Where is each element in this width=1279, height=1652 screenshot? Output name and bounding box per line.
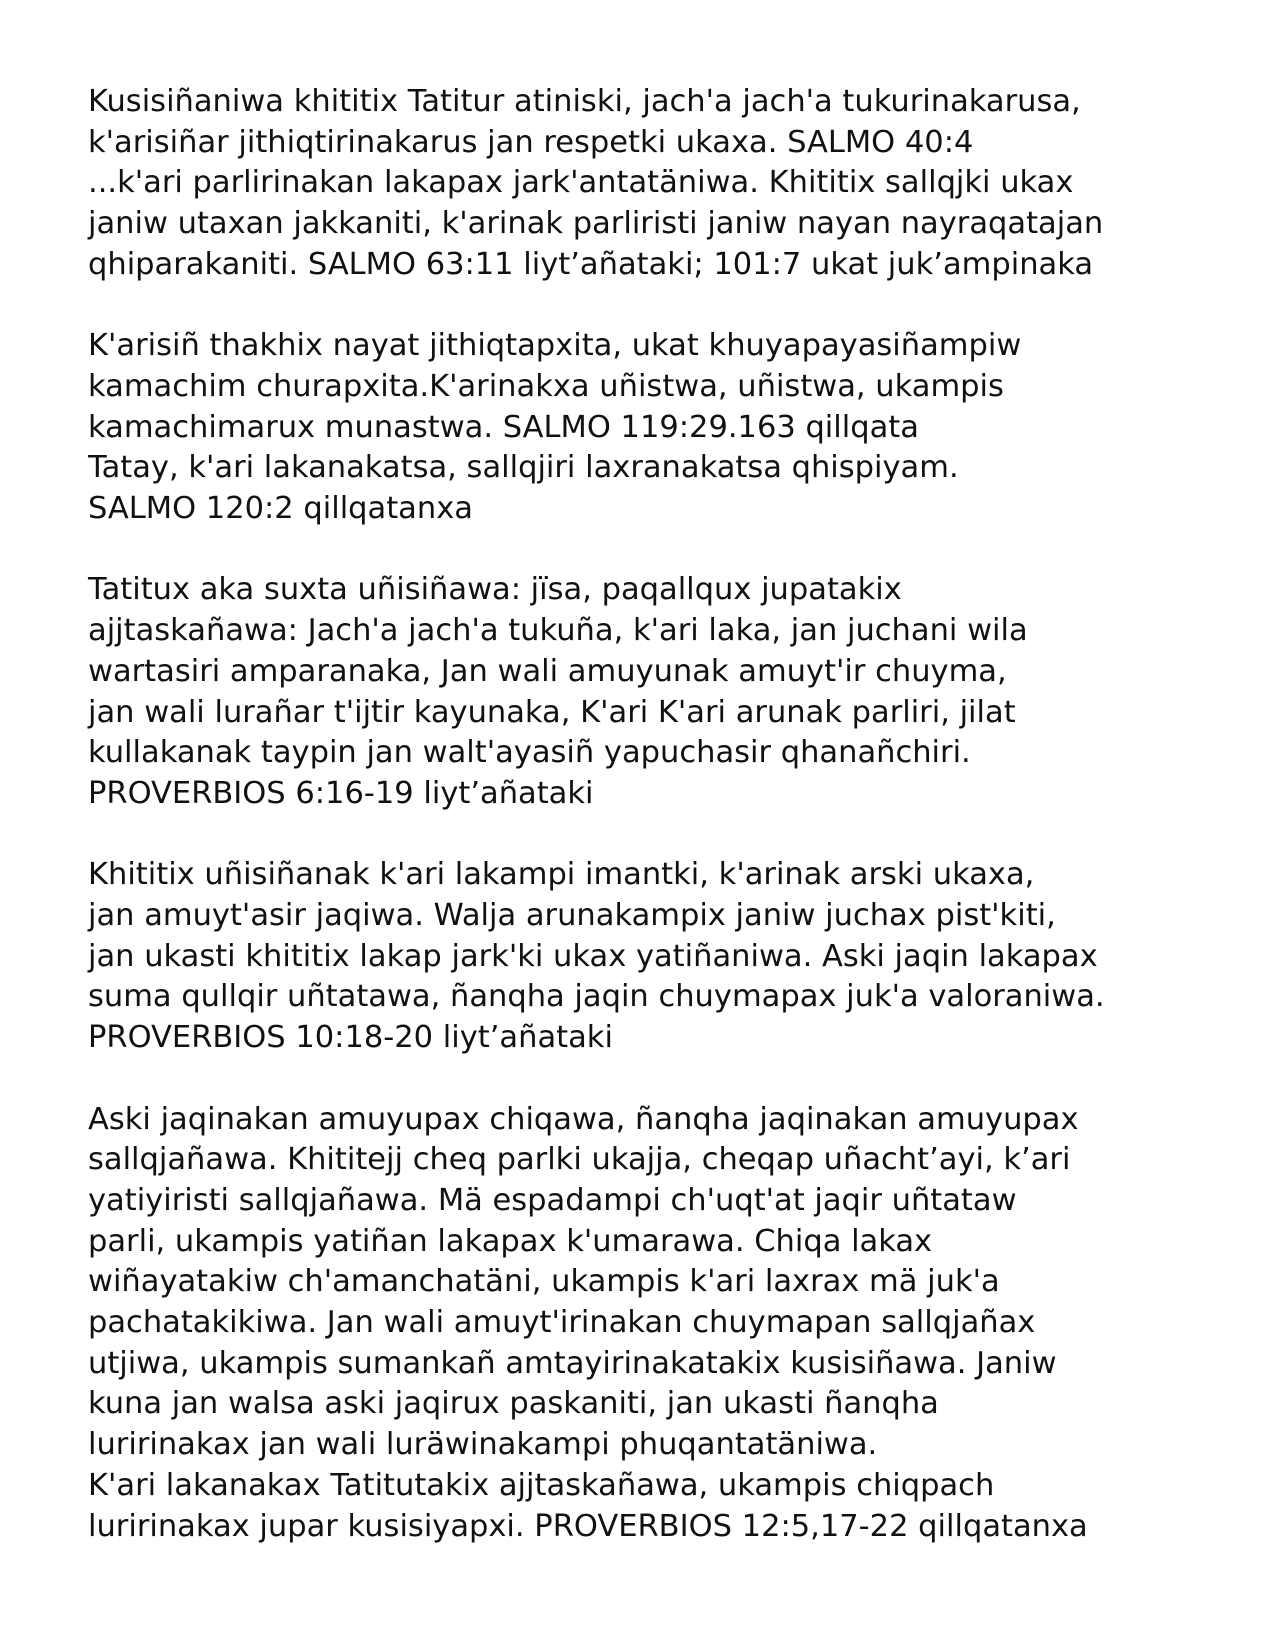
text-line: pachatakikiwa. Jan wali amuyt'irinakan chuymapan sallqjañax [88, 1305, 1036, 1341]
text-line: Aski jaqinakan amuyupax chiqawa, ñanqha jaqinakan amuyupax [88, 1101, 1079, 1137]
text-line: luririnakax jan wali luräwinakampi phuqantatäniwa. [88, 1427, 878, 1463]
document-page [88, 82, 1248, 1547]
text-line: suma qullqir uñtatawa, ñanqha jaqin chuymapax juk'a valoraniwa. [88, 979, 1105, 1015]
paragraph-2 [88, 326, 1248, 530]
text-line: PROVERBIOS 10:18-20 liyt’añataki [88, 1020, 613, 1056]
text-line: jan amuyt'asir jaqiwa. Walja arunakampix janiw juchax pist'kiti, [88, 898, 1056, 934]
text-line: qhiparakaniti. SALMO 63:11 liyt’añataki; 101:7 ukat juk’ampinaka [88, 246, 1094, 282]
text-line: K'ari lakanakax Tatitutakix ajjtaskañawa, ukampis chiqpach [88, 1467, 995, 1503]
text-line: Tatay, k'ari lakanakatsa, sallqjiri laxranakatsa qhispiyam. [88, 450, 959, 486]
text-line: janiw utaxan jakkaniti, k'arinak parliristi janiw nayan nayraqatajan [88, 206, 1104, 242]
text-line: k'arisiñar jithiqtirinakarus jan respetki ukaxa. SALMO 40:4 [88, 124, 974, 160]
paragraph-4 [88, 855, 1248, 1059]
text-line: Tatitux aka suxta uñisiñawa: jïsa, paqallqux jupatakix [88, 572, 902, 608]
paragraph-5 [88, 1100, 1248, 1548]
text-line: kullakanak taypin jan walt'ayasiñ yapuchasir qhanañchiri. [88, 735, 971, 771]
text-line: Khititix uñisiñanak k'ari lakampi imantki, k'arinak arski ukaxa, [88, 857, 1035, 893]
text-line: wartasiri amparanaka, Jan wali amuyunak amuyt'ir chuyma, [88, 653, 1007, 689]
paragraph-3 [88, 570, 1248, 814]
text-line: kamachim churapxita.K'arinakxa uñistwa, uñistwa, ukampis [88, 368, 1004, 404]
text-line: luririnakax jupar kusisiyapxi. PROVERBIOS 12:5,17-22 qillqatanxa [88, 1508, 1088, 1544]
text-line: parli, ukampis yatiñan lakapax k'umarawa. Chiqa lakax [88, 1223, 933, 1259]
text-line: ...k'ari parlirinakan lakapax jark'antatäniwa. Khititix sallqjki ukax [88, 165, 1074, 201]
text-line: utjiwa, ukampis sumankañ amtayirinakatakix kusisiñawa. Janiw [88, 1345, 1057, 1381]
text-line: ajjtaskañawa: Jach'a jach'a tukuña, k'ari laka, jan juchani wila [88, 613, 1028, 649]
text-line: yatiyiristi sallqjañawa. Mä espadampi ch'uqt'at jaqir uñtataw [88, 1182, 1017, 1218]
text-line: kamachimarux munastwa. SALMO 119:29.163 qillqata [88, 409, 919, 445]
text-line: jan ukasti khititix lakap jark'ki ukax yatiñaniwa. Aski jaqin lakapax [88, 938, 1098, 974]
text-line: Kusisiñaniwa khititix Tatitur atiniski, jach'a jach'a tukurinakarusa, [88, 84, 1081, 119]
text-line: K'arisiñ thakhix nayat jithiqtapxita, ukat khuyapayasiñampiw [88, 328, 1022, 364]
text-line: jan wali lurañar t'ijtir kayunaka, K'ari K'ari arunak parliri, jilat [88, 694, 1016, 730]
text-line: sallqjañawa. Khititejj cheq parlki ukajja, cheqap uñacht’ayi, k’ari [88, 1142, 1071, 1178]
paragraph-1 [88, 82, 1248, 286]
text-line: kuna jan walsa aski jaqirux paskaniti, jan ukasti ñanqha [88, 1386, 939, 1422]
text-line: SALMO 120:2 qillqatanxa [88, 491, 473, 527]
text-line: wiñayatakiw ch'amanchatäni, ukampis k'ari laxrax mä juk'a [88, 1264, 1000, 1300]
text-line: PROVERBIOS 6:16-19 liyt’añataki [88, 775, 594, 811]
